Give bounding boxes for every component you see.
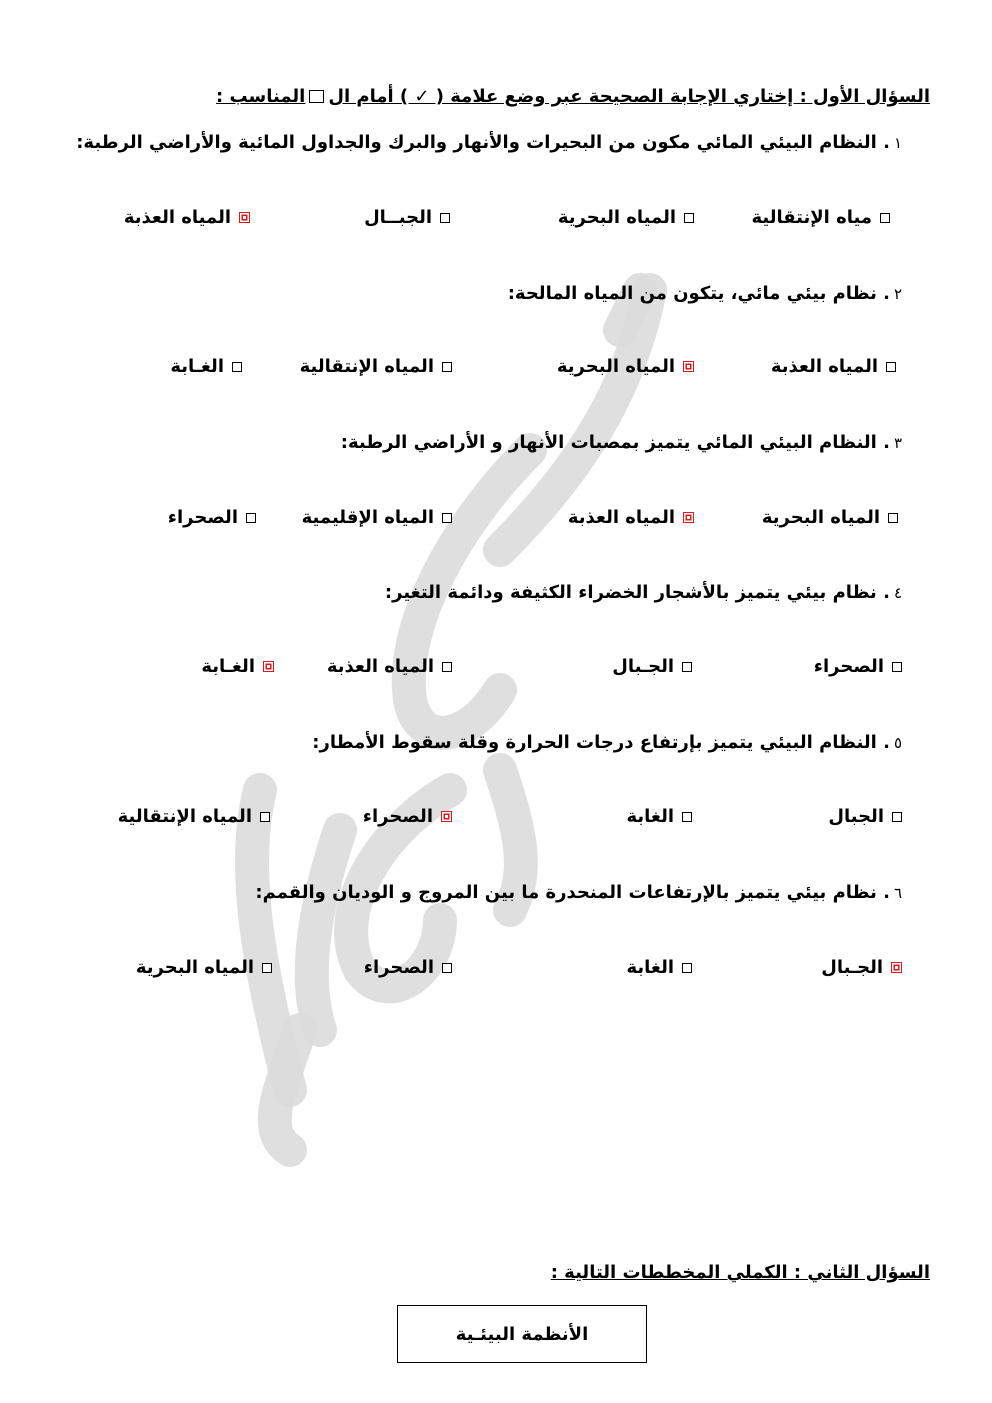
option-4-3[interactable]: [327, 656, 452, 677]
checkbox-marked-icon[interactable]: [683, 361, 694, 372]
checkbox-icon[interactable]: [232, 362, 242, 372]
option-6-4[interactable]: [136, 957, 272, 978]
question-one-header-tail: المناسب :: [216, 86, 306, 107]
option-2-3[interactable]: [300, 356, 452, 377]
checkbox-icon[interactable]: [440, 213, 450, 223]
option-5-4[interactable]: [118, 806, 270, 827]
question-text: . النظام البيئي يتميز بإرتفاع درجات الحرارة وقلة سقوط الأمطار:: [312, 732, 890, 753]
option-label: الغـابة: [170, 356, 224, 377]
question-number: ٣: [893, 434, 902, 452]
question-number: ٦: [893, 884, 902, 902]
question-3: [341, 432, 902, 453]
option-label: الجـبال: [821, 957, 883, 978]
option-6-1[interactable]: [821, 957, 902, 978]
checkbox-icon[interactable]: [442, 963, 452, 973]
option-1-1[interactable]: [751, 207, 890, 228]
option-2-4[interactable]: [170, 356, 242, 377]
question-number: ٤: [893, 584, 902, 602]
question-1: [76, 132, 902, 153]
option-3-4[interactable]: [168, 507, 256, 528]
question-number: ١: [893, 134, 902, 152]
option-label: الصحراء: [167, 507, 238, 528]
option-4-4[interactable]: [201, 656, 274, 677]
checkbox-marked-icon[interactable]: [683, 512, 694, 523]
checkbox-icon[interactable]: [442, 513, 452, 523]
option-label: الصحراء: [362, 806, 433, 827]
checkbox-icon[interactable]: [682, 963, 692, 973]
question-6: [255, 882, 902, 903]
checkbox-icon[interactable]: [442, 362, 452, 372]
option-label: المياه العذبة: [326, 656, 434, 677]
checkbox-square-icon: [309, 90, 324, 103]
option-label: الجبال: [828, 806, 884, 827]
question-two-header: السؤال الثاني : الكملي المخططات التالية :: [550, 1262, 930, 1283]
option-5-3[interactable]: [363, 806, 452, 827]
question-text: . النظام البيئي المائي يتميز بمصبات الأنهار و الأراضي الرطبة:: [340, 432, 890, 453]
option-label: الصحراء: [363, 957, 434, 978]
option-1-2[interactable]: [558, 207, 694, 228]
option-label: المياه الإقليمية: [301, 507, 434, 528]
option-2-1[interactable]: [771, 356, 896, 377]
option-label: المياه البحرية: [557, 207, 676, 228]
checkbox-icon[interactable]: [892, 662, 902, 672]
option-label: الغـابة: [201, 656, 255, 677]
option-label: المياه العذبة: [567, 507, 675, 528]
checkbox-marked-icon[interactable]: [891, 962, 902, 973]
option-3-2[interactable]: [568, 507, 694, 528]
option-label: الغابة: [626, 957, 674, 978]
option-label: الصحراء: [813, 656, 884, 677]
checkbox-icon[interactable]: [880, 213, 890, 223]
option-label: المياه البحرية: [135, 957, 254, 978]
option-3-1[interactable]: [762, 507, 898, 528]
option-label: المياه البحرية: [761, 507, 880, 528]
checkbox-icon[interactable]: [682, 812, 692, 822]
option-4-1[interactable]: [814, 656, 902, 677]
question-number: ٥: [893, 734, 902, 752]
question-text: . نظام بيئي مائي، يتكون من المياه المالحة:: [507, 283, 890, 304]
question-text: . النظام البيئي المائي مكون من البحيرات والأنهار والبرك والجداول المائية والأراضي الرطبة:: [76, 132, 890, 153]
option-label: المياه الإنتقالية: [117, 806, 252, 827]
checkbox-icon[interactable]: [892, 812, 902, 822]
option-2-2[interactable]: [557, 356, 694, 377]
checkbox-marked-icon[interactable]: [441, 811, 452, 822]
option-1-4[interactable]: [124, 207, 250, 228]
question-one-header-lead: السؤال الأول : إختاري الإجابة الصحيحة عبر وضع علامة ( ✓ ) أمام ال: [328, 86, 930, 107]
option-5-1[interactable]: [828, 806, 902, 827]
option-label: الغابة: [626, 806, 674, 827]
checkbox-icon[interactable]: [684, 213, 694, 223]
option-label: المياه العذبة: [770, 356, 878, 377]
option-label: المياه الإنتقالية: [299, 356, 434, 377]
option-label: المياه البحرية: [556, 356, 675, 377]
checkbox-icon[interactable]: [260, 812, 270, 822]
option-1-3[interactable]: [364, 207, 450, 228]
handwritten-watermark: [200, 270, 720, 1170]
checkbox-icon[interactable]: [442, 662, 452, 672]
diagram-root-box: [397, 1305, 647, 1363]
option-label: الجبــال: [364, 207, 432, 228]
option-6-2[interactable]: [626, 957, 692, 978]
question-text: . نظام بيئي يتميز بالأشجار الخضراء الكثيفة ودائمة التغير:: [384, 582, 890, 603]
checkbox-icon[interactable]: [246, 513, 256, 523]
option-5-2[interactable]: [626, 806, 692, 827]
checkbox-marked-icon[interactable]: [239, 212, 250, 223]
option-4-2[interactable]: [612, 656, 692, 677]
option-label: الجـبال: [612, 656, 674, 677]
option-3-3[interactable]: [302, 507, 452, 528]
question-4: [385, 582, 902, 603]
checkbox-icon[interactable]: [682, 662, 692, 672]
checkbox-icon[interactable]: [886, 362, 896, 372]
question-5: [312, 732, 902, 753]
question-one-header: [216, 86, 930, 107]
option-6-3[interactable]: [364, 957, 452, 978]
diagram-root-label: الأنظمة البيئـية: [455, 1323, 589, 1345]
option-label: المياه العذبة: [123, 207, 231, 228]
checkbox-icon[interactable]: [262, 963, 272, 973]
question-2: [508, 283, 902, 304]
question-text: . نظام بيئي يتميز بالإرتفاعات المنحدرة ما بين المروج و الوديان والقمم:: [255, 882, 890, 903]
checkbox-icon[interactable]: [888, 513, 898, 523]
checkbox-marked-icon[interactable]: [263, 661, 274, 672]
option-label: مياه الإنتقالية: [751, 207, 872, 228]
question-number: ٢: [893, 285, 902, 303]
